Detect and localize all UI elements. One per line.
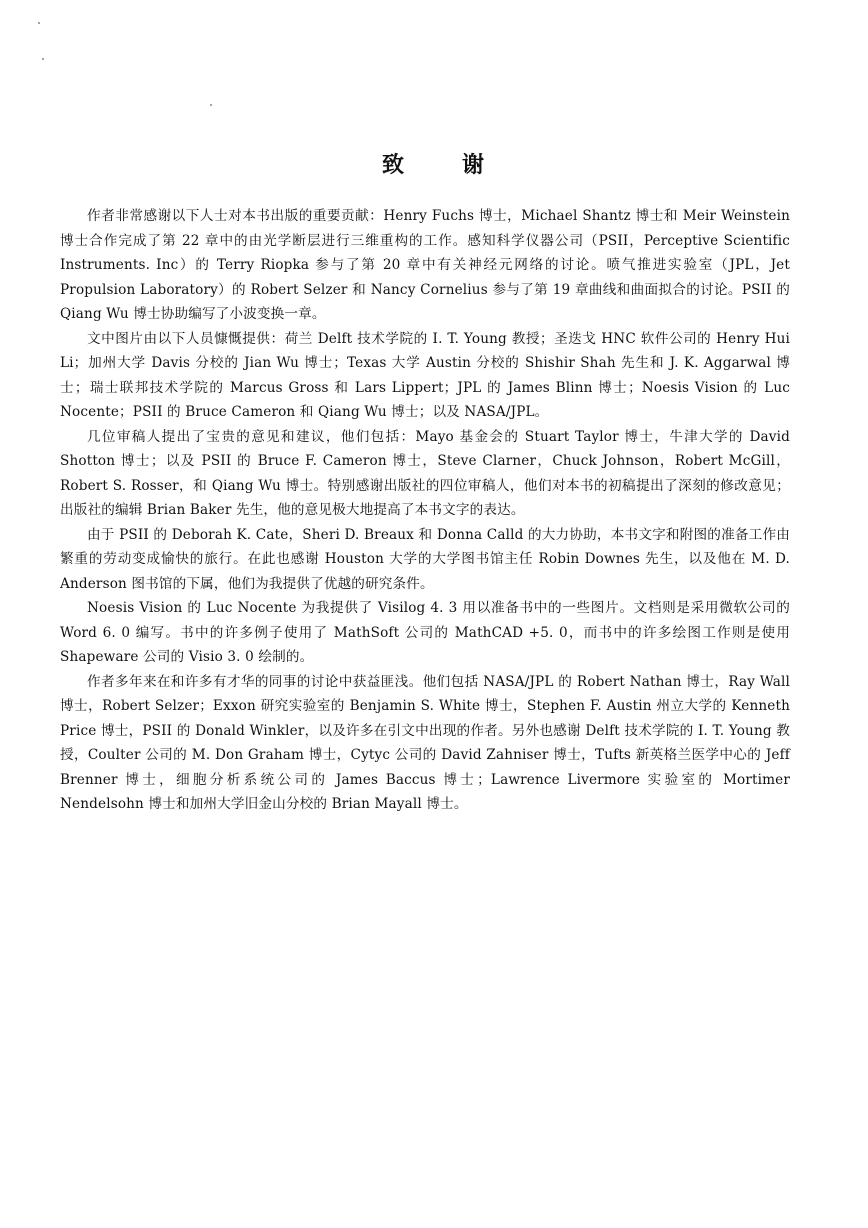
scan-speck: [210, 104, 212, 106]
page-title: [0, 148, 868, 179]
scan-speck: [42, 58, 44, 60]
paragraph-5: Noesis Vision 的 Luc Nocente 为我提供了 Visilog 4. 3 用以准备书中的一些图片。文档则是采用微软公司的 Word 6. 0 编写。书中的许多例子使用了 MathSoft 公司的 MathCAD +5. 0，而书中的许多绘图工作则是使用 Shapeware 公司的 Visio 3. 0 绘制的。: [60, 600, 790, 665]
scan-speck: [38, 22, 40, 24]
paragraph-6: 作者多年来在和许多有才华的同事的讨论中获益匪浅。他们包括 NASA/JPL 的 Robert Nathan 博士，Ray Wall 博士，Robert Selzer；Exxon 研究实验室的 Benjamin S. White 博士，Stephen F. Austin 州立大学的 Kenneth Price 博士，PSII 的 Donald Winkler，以及许多在引文中出现的作者。另外也感谢 Delft 技术学院的 I. T. Young 教授，Coulter 公司的 M. Don Graham 博士，Cytyc 公司的 David Zahniser 博士，Tufts 新英格兰医学中心的 Jeff Brenner 博士，细胞分析系统公司的 James Baccus 博士；Lawrence Livermore 实验室的 Mortimer Nendelsohn 博士和加州大学旧金山分校的 Brian Mayall 博士。: [60, 673, 790, 812]
paragraph-4: 由于 PSII 的 Deborah K. Cate，Sheri D. Breaux 和 Donna Calld 的大力协助，本书文字和附图的准备工作由繁重的劳动变成愉快的旅行。在此也感谢 Houston 大学的大学图书馆主任 Robin Downes 先生，以及他在 M. D. Anderson 图书馆的下属，他们为我提供了优越的研究条件。: [60, 526, 790, 592]
title-char-2: 谢: [462, 153, 487, 178]
acknowledgements-body: [60, 204, 790, 817]
title-char-1: 致: [381, 153, 406, 178]
paragraph-3: 几位审稿人提出了宝贵的意见和建议，他们包括：Mayo 基金会的 Stuart Taylor 博士，牛津大学的 David Shotton 博士；以及 PSII 的 Bruce F. Cameron 博士，Steve Clarner，Chuck Johnson，Robert McGill，Robert S. Rosser，和 Qiang Wu 博士。特别感谢出版社的四位审稿人，他们对本书的初稿提出了深刻的修改意见；出版社的编辑 Brian Baker 先生，他的意见极大地提高了本书文字的表达。: [60, 428, 790, 518]
paragraph-1: 作者非常感谢以下人士对本书出版的重要贡献：Henry Fuchs 博士，Michael Shantz 博士和 Meir Weinstein 博士合作完成了第 22 章中的由光学断层进行三维重构的工作。感知科学仪器公司（PSII，Perceptive Scientific Instruments. Inc）的 Terry Riopka 参与了第 20 章中有关神经元网络的讨论。喷气推进实验室（JPL，Jet Propulsion Laboratory）的 Robert Selzer 和 Nancy Cornelius 参与了第 19 章曲线和曲面拟合的讨论。PSII 的 Qiang Wu 博士协助编写了小波变换一章。: [60, 208, 790, 322]
paragraph-2: 文中图片由以下人员慷慨提供：荷兰 Delft 技术学院的 I. T. Young 教授；圣迭戈 HNC 软件公司的 Henry Hui Li；加州大学 Davis 分校的 Jian Wu 博士；Texas 大学 Austin 分校的 Shishir Shah 先生和 J. K. Aggarwal 博士；瑞士联邦技术学院的 Marcus Gross 和 Lars Lippert；JPL 的 James Blinn 博士；Noesis Vision 的 Luc Nocente；PSII 的 Bruce Cameron 和 Qiang Wu 博士；以及 NASA/JPL。: [60, 330, 790, 420]
